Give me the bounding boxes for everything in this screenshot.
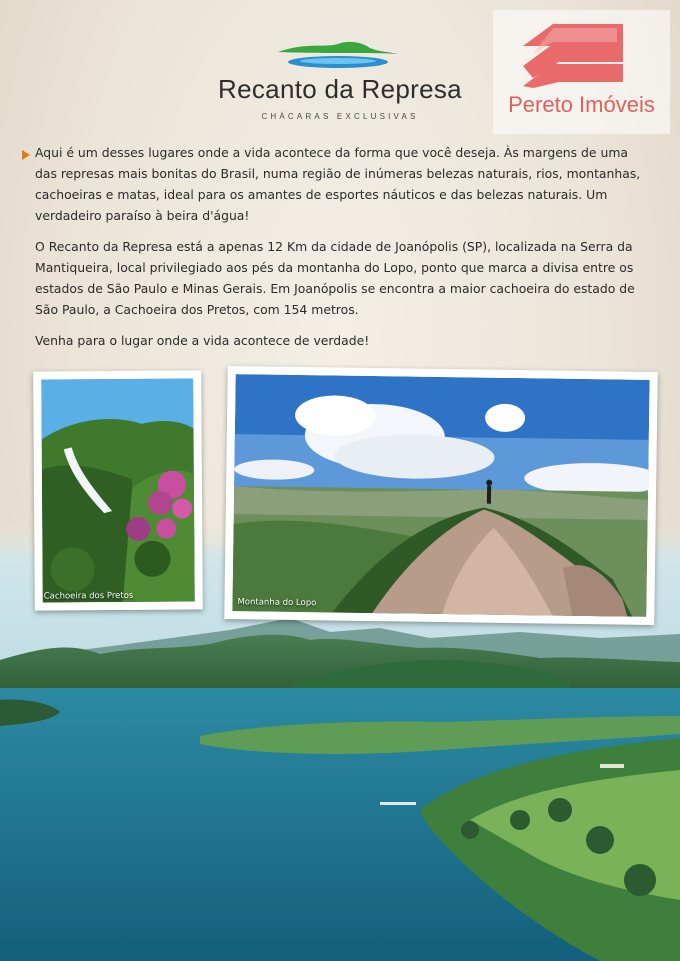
photo-cachoeira-frame [33,370,203,610]
bullet-arrow-icon [22,150,30,160]
paragraph-1: Aqui é um desses lugares onde a vida acontece da forma que você deseja. Às margens de uma das represas mais bonitas do Brasil, numa região de inúmeras belezas naturais, rios, montanhas, cachoeiras e matas, ideal para os amantes de esportes náuticos e das belezas naturais. Um verdadeiro paraíso à beira d'água! [35,145,641,223]
waterfall-photo [41,378,195,602]
photo-montanha-frame [224,366,657,625]
agency-logo [493,10,670,134]
photo-caption-right: Montanha do Lopo [237,597,317,609]
brand-tagline: CHÁCARAS EXCLUSIVAS [261,112,419,121]
photo-caption-left: Cachoeira dos Pretos [43,590,134,602]
paragraph-2: O Recanto da Represa está a apenas 12 Km da cidade de Joanópolis (SP), localizada na Serra da Mantiqueira, local privilegiado aos pés da montanha do Lopo, ponto que marca a divisa entre os estados de São Paulo e Minas Gerais. Em Joanópolis se encontra a maior cachoeira do estado de São Paulo, a Cachoeira dos Pretos, com 154 metros. [35,239,635,317]
lake-mountain-logo-icon [276,38,400,72]
agency-name: Pereto Imóveis [508,92,655,117]
mountain-photo [232,374,649,617]
intro-text [35,142,650,361]
recanto-logo [210,34,470,124]
paragraph-3: Venha para o lugar onde a vida acontece de verdade! [35,333,370,348]
brand-name: Recanto da Represa [218,74,462,104]
house-roof-icon [519,22,629,88]
